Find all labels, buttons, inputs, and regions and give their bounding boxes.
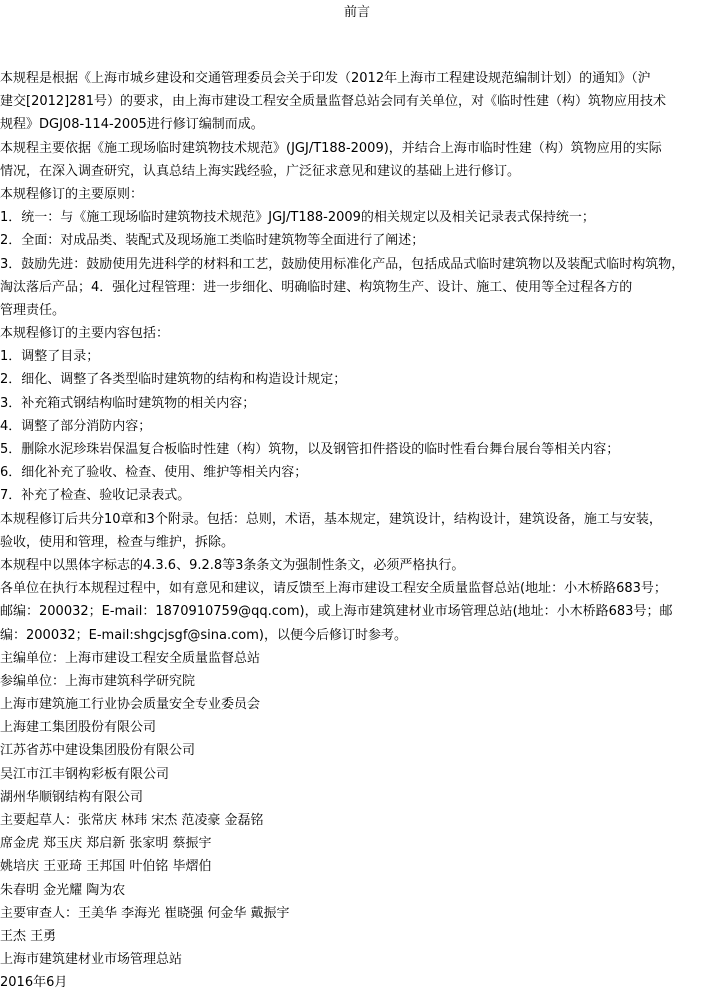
text-line: 3．鼓励先进：鼓励使用先进科学的材料和工艺，鼓励使用标准化产品，包括成品式临时建筑物以及装配式临时构筑物，	[0, 256, 685, 272]
text-line: 本规程主要依据《施工现场临时建筑物技术规范》(JGJ/T188-2009)，并结合上海市临时性建（构）筑物应用的实际	[0, 140, 662, 156]
text-line: 各单位在执行本规程过程中，如有意见和建议，请反馈至上海市建设工程安全质量监督总站(地址：小木桥路683号；	[0, 581, 667, 597]
document-body	[0, 67, 712, 995]
text-line: 主编单位：上海市建设工程安全质量监督总站	[0, 650, 261, 666]
text-line: 2．全面：对成品类、装配式及现场施工类临时建筑物等全面进行了阐述；	[0, 233, 425, 249]
text-line: 1．统一：与《施工现场临时建筑物技术规范》JGJ/T188-2009的相关规定以及相关记录表式保持统一；	[0, 210, 595, 226]
text-line: 主要审查人：王美华 李海光 崔晓强 何金华 戴振宇	[0, 905, 290, 921]
text-line: 3．补充箱式钢结构临时建筑物的相关内容；	[0, 395, 256, 411]
text-line: 4．调整了部分消防内容；	[0, 418, 152, 434]
text-line: 上海市建筑施工行业协会质量安全专业委员会	[0, 697, 261, 713]
text-line: 建交[2012]281号）的要求，由上海市建设工程安全质量监督总站会同有关单位，对《临时性建（构）筑物应用技术	[0, 94, 667, 110]
text-line: 上海市建筑建材业市场管理总站	[0, 952, 183, 968]
text-line: 2016年6月	[0, 975, 68, 991]
text-line: 规程》DGJ08-114-2005进行修订编制而成。	[0, 117, 264, 133]
text-line: 6．细化补充了验收、检查、使用、维护等相关内容；	[0, 465, 308, 481]
text-line: 2．细化、调整了各类型临时建筑物的结构和构造设计规定；	[0, 372, 347, 388]
text-line: 1．调整了目录；	[0, 349, 100, 365]
text-line: 编：200032；E-mail:shgcjsgf@sina.com)，以便今后修订时参考。	[0, 627, 407, 643]
text-line: 上海建工集团股份有限公司	[0, 720, 157, 736]
text-line: 本规程中以黑体字标志的4.3.6、9.2.8等3条条文为强制性条文，必须严格执行。	[0, 557, 465, 573]
text-line: 姚培庆 王亚琦 王邦国 叶伯铭 毕熠伯	[0, 859, 212, 875]
text-line: 5．删除水泥珍珠岩保温复合板临时性建（构）筑物，以及钢管扣件搭设的临时性看台舞台展台等相关内容；	[0, 442, 620, 457]
text-line: 淘汰落后产品；4．强化过程管理：进一步细化、明确临时建、构筑物生产、设计、施工、使用等全过程各方的	[0, 279, 633, 295]
page-title: 前言	[343, 5, 370, 20]
text-line: 朱春明 金光耀 陶为农	[0, 882, 126, 898]
text-line: 湖州华顺钢结构有限公司	[0, 789, 144, 805]
text-line: 情况，在深入调查研究，认真总结上海实践经验，广泛征求意见和建议的基础上进行修订。	[0, 163, 521, 179]
text-line: 管理责任。	[0, 302, 66, 318]
text-line: 邮编：200032；E-mail：1870910759@qq.com)，或上海市建筑建材业市场管理总站(地址：小木桥路683号；邮	[0, 604, 673, 620]
text-line: 本规程修订的主要原则：	[0, 186, 144, 202]
text-line: 本规程是根据《上海市城乡建设和交通管理委员会关于印发（2012年上海市工程建设规范编制计划）的通知》（沪	[0, 71, 651, 86]
text-line: 江苏省苏中建设集团股份有限公司	[0, 743, 196, 759]
text-line: 本规程修订后共分10章和3个附录。包括：总则，术语，基本规定，建筑设计，结构设计，建筑设备，施工与安装，	[0, 511, 662, 527]
text-line: 吴江市江丰钢构彩板有限公司	[0, 766, 170, 782]
text-line: 王杰 王勇	[0, 928, 57, 944]
text-line: 7．补充了检查、验收记录表式。	[0, 488, 191, 504]
text-line: 验收，使用和管理，检查与维护，拆除。	[0, 534, 235, 550]
text-line: 本规程修订的主要内容包括：	[0, 326, 170, 342]
text-line: 主要起草人：张常庆 林玮 宋杰 范凌豪 金磊铭	[0, 813, 264, 828]
text-line: 席金虎 郑玉庆 郑启新 张家明 蔡振宇	[0, 836, 212, 852]
text-line: 参编单位：上海市建筑科学研究院	[0, 673, 196, 689]
